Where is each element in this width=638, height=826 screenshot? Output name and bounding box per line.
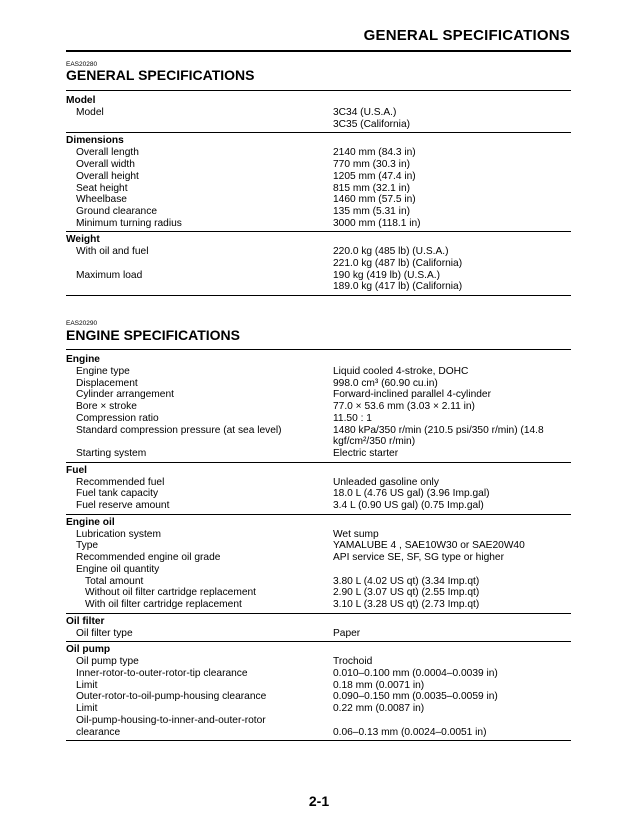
spec-value: 3000 mm (118.1 in) [333,217,421,229]
spec-value: 0.22 mm (0.0087 in) [333,703,425,715]
spec-row [66,448,571,460]
spec-row [66,107,571,119]
engine-section-title: ENGINE SPECIFICATIONS [66,327,240,343]
spec-label: Engine type [76,366,130,377]
spec-group [66,352,571,463]
spec-value: 77.0 × 53.6 mm (3.03 × 2.11 in) [333,401,475,413]
spec-row [66,281,571,293]
spec-value: 1460 mm (57.5 in) [333,194,416,206]
spec-group-heading: Engine oil [66,516,115,528]
spec-row [66,599,571,611]
general-spec-table [66,93,571,296]
spec-value: YAMALUBE 4 , SAE10W30 or SAE20W40 [333,540,525,552]
spec-label [66,258,333,270]
spec-label: Minimum turning radius [76,217,182,229]
spec-label [66,436,333,448]
spec-group-heading: Oil filter [66,615,105,627]
spec-label: Displacement [76,377,138,389]
spec-value: 0.06–0.13 mm (0.0024–0.0051 in) [333,726,487,738]
page-header-title: GENERAL SPECIFICATIONS [363,27,570,44]
spec-value: 3.80 L (4.02 US qt) (3.34 Imp.qt) [333,575,480,587]
spec-row [66,540,571,552]
spec-row [66,270,571,282]
spec-label: Outer-rotor-to-oil-pump-housing clearance [76,691,267,703]
spec-row [66,389,571,401]
spec-label: Limit [76,679,98,691]
spec-group [66,614,571,643]
spec-group-heading: Weight [66,234,100,246]
spec-label: Without oil filter cartridge replacement [85,587,256,599]
spec-group-divider [66,295,571,296]
spec-label: Wheelbase [76,194,127,206]
spec-label: Bore × stroke [76,401,137,413]
spec-row [66,378,571,390]
spec-label: Recommended engine oil grade [76,552,221,564]
spec-label [66,119,333,131]
spec-value [333,715,571,727]
spec-label: Fuel tank capacity [76,488,159,500]
spec-value: 1480 kPa/350 r/min (210.5 psi/350 r/min) (14.8 [333,424,544,436]
engine-section-code: EAS20290 [66,320,98,327]
spec-group-heading: Engine [66,354,100,365]
spec-label: Fuel reserve amount [76,500,170,512]
spec-row [66,587,571,599]
spec-row [66,488,571,500]
spec-row [66,171,571,183]
spec-group-divider [66,740,571,741]
spec-row [66,119,571,131]
spec-row [66,727,571,739]
spec-group [66,232,571,296]
spec-row [66,425,571,437]
spec-label: Overall height [76,170,139,182]
spec-label: clearance [76,726,121,738]
spec-row [66,715,571,727]
spec-label: Oil pump type [76,656,139,668]
spec-row [66,529,571,541]
spec-value: 1205 mm (47.4 in) [333,170,416,182]
spec-label: Oil filter type [76,627,133,639]
spec-label: Ground clearance [76,205,157,217]
spec-row [66,401,571,413]
spec-value: 135 mm (5.31 in) [333,205,411,217]
spec-label: With oil filter cartridge replacement [85,598,242,610]
spec-label: With oil and fuel [76,246,149,258]
spec-label: Overall length [76,147,139,159]
general-section-title: GENERAL SPECIFICATIONS [66,67,255,83]
spec-value: kgf/cm²/350 r/min) [333,436,416,448]
spec-value: 3C35 (California) [333,118,411,130]
spec-group [66,515,571,614]
spec-label: Type [76,540,99,552]
spec-label: Cylinder arrangement [76,389,174,401]
spec-row [66,147,571,159]
spec-row [66,246,571,258]
spec-value: 190 kg (419 lb) (U.S.A.) [333,269,441,281]
spec-group-heading: Fuel [66,464,87,476]
spec-label: Oil-pump-housing-to-inner-and-outer-rotor [76,714,266,726]
spec-row [66,258,571,270]
spec-value: 2.90 L (3.07 US qt) (2.55 Imp.qt) [333,587,480,599]
spec-label: Total amount [85,575,144,587]
spec-row [66,159,571,171]
spec-row [66,668,571,680]
spec-row [66,366,571,378]
spec-label: Maximum load [76,269,143,281]
spec-row [66,628,571,640]
spec-row [66,436,571,448]
spec-row [66,691,571,703]
spec-label: Inner-rotor-to-outer-rotor-tip clearance [76,668,248,680]
spec-row [66,194,571,206]
spec-label: Standard compression pressure (at sea level) [76,424,282,436]
spec-row [66,552,571,564]
spec-group [66,133,571,232]
spec-value: Trochoid [333,656,373,668]
header-rule [66,50,571,52]
spec-value: 3.4 L (0.90 US gal) (0.75 Imp.gal) [333,500,484,512]
spec-value: 3.10 L (3.28 US qt) (2.73 Imp.qt) [333,598,480,610]
spec-group [66,463,571,515]
spec-row [66,656,571,668]
spec-value: Liquid cooled 4-stroke, DOHC [333,366,469,377]
spec-label: Starting system [76,447,147,459]
spec-value: 0.18 mm (0.0071 in) [333,679,425,691]
engine-spec-table [66,352,571,741]
spec-row [66,680,571,692]
spec-value: 770 mm (30.3 in) [333,159,411,171]
spec-row [66,206,571,218]
spec-value: 11.50 : 1 [333,412,372,424]
spec-value: Paper [333,627,361,639]
spec-label [66,281,333,293]
spec-value: 220.0 kg (485 lb) (U.S.A.) [333,246,449,258]
spec-label: Recommended fuel [76,476,165,488]
spec-label: Compression ratio [76,412,159,424]
spec-group [66,93,571,133]
general-section-rule [66,90,571,91]
spec-row [66,413,571,425]
spec-value: 221.0 kg (487 lb) (California) [333,258,463,270]
spec-group-heading: Oil pump [66,644,111,656]
spec-value: 815 mm (32.1 in) [333,182,411,194]
spec-label: Overall width [76,159,135,171]
spec-value: Forward-inclined parallel 4-cylinder [333,389,491,401]
spec-label: Model [76,107,104,118]
spec-row [66,500,571,512]
spec-value: 3C34 (U.S.A.) [333,107,397,118]
spec-value: 0.090–0.150 mm (0.0035–0.0059 in) [333,691,498,703]
spec-value: Unleaded gasoline only [333,476,439,488]
spec-row [66,218,571,230]
spec-row [66,477,571,489]
spec-value: 18.0 L (4.76 US gal) (3.96 Imp.gal) [333,488,490,500]
spec-group [66,642,571,741]
spec-label: Lubrication system [76,528,161,540]
spec-value: Wet sump [333,528,379,540]
engine-section-rule [66,349,571,350]
spec-label: Limit [76,703,98,715]
spec-group-heading: Dimensions [66,135,124,147]
spec-value [333,564,571,576]
spec-row [66,703,571,715]
spec-row [66,576,571,588]
spec-value: 0.010–0.100 mm (0.0004–0.0039 in) [333,668,498,680]
general-section-code: EAS20280 [66,61,98,68]
spec-value: 189.0 kg (417 lb) (California) [333,281,463,293]
spec-value: Electric starter [333,447,399,459]
spec-group-heading: Model [66,95,96,106]
spec-value: 2140 mm (84.3 in) [333,147,416,159]
spec-value: API service SE, SF, SG type or higher [333,552,504,564]
page-number: 2-1 [308,793,330,809]
spec-label: Seat height [76,182,128,194]
spec-row [66,564,571,576]
spec-label: Engine oil quantity [76,563,160,575]
spec-row [66,183,571,195]
spec-value: 998.0 cm³ (60.90 cu.in) [333,377,438,389]
